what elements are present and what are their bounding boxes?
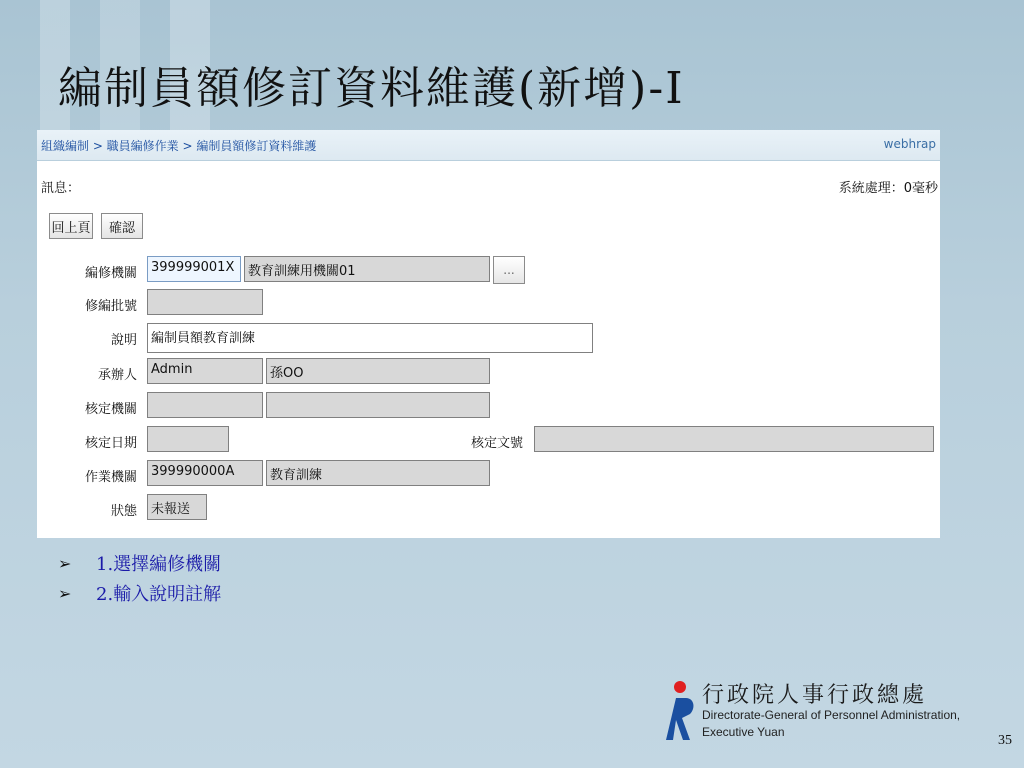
edit-batch-no-label: 修編批號 xyxy=(84,299,137,314)
confirm-button[interactable]: 確認 xyxy=(101,213,143,239)
handler-name-field: 孫OO xyxy=(266,358,490,384)
editing-org-code-field[interactable]: 399999001X xyxy=(147,256,241,282)
slide-title: 編制員額修訂資料維護(新增)-I xyxy=(58,63,685,114)
note-item xyxy=(58,578,221,608)
user-name: webhrap xyxy=(883,137,936,151)
note-text: 1.選擇編修機關 xyxy=(96,554,222,575)
page-number: 35 xyxy=(998,733,1012,748)
logo-chinese-name: 行政院人事行政總處 xyxy=(702,683,928,708)
instruction-notes xyxy=(58,548,221,608)
editing-org-name-field: 教育訓練用機關01 xyxy=(244,256,490,282)
arrow-bullet-icon: ➢ xyxy=(58,583,72,603)
message-label: 訊息： xyxy=(41,181,81,196)
approval-doc-no-field xyxy=(534,426,934,452)
operating-org-code-field: 399990000A xyxy=(147,460,263,486)
approving-org-name-field xyxy=(266,392,490,418)
handler-label: 承辦人 xyxy=(97,368,137,383)
approval-date-label: 核定日期 xyxy=(84,436,137,451)
handler-account-field: Admin xyxy=(147,358,263,384)
logo-english-name-line2: Executive Yuan xyxy=(702,725,785,739)
operating-org-label: 作業機關 xyxy=(84,470,137,485)
status-label: 狀態 xyxy=(110,504,137,519)
back-button[interactable]: 回上頁 xyxy=(49,213,93,239)
edit-batch-no-field xyxy=(147,289,263,315)
note-item xyxy=(58,548,221,578)
note-text: 2.輸入說明註解 xyxy=(96,584,222,605)
organization-logo xyxy=(660,678,1020,748)
editing-org-label: 編修機關 xyxy=(84,266,137,281)
approving-org-label: 核定機關 xyxy=(84,402,137,417)
breadcrumb-bar xyxy=(37,130,940,161)
org-picker-button[interactable]: ... xyxy=(493,256,525,284)
processing-time-label: 系統處理：0毫秒 xyxy=(838,181,938,196)
approval-date-field xyxy=(147,426,229,452)
breadcrumb[interactable]: 組織編制 > 職員編修作業 > 編制員額修訂資料維護 xyxy=(41,139,317,153)
logo-english-name-line1: Directorate-General of Personnel Administration, xyxy=(702,708,961,722)
app-screenshot-panel xyxy=(37,130,940,538)
approval-doc-no-label: 核定文號 xyxy=(470,436,523,451)
status-field: 未報送 xyxy=(147,494,207,520)
dgpa-logo-icon xyxy=(660,678,696,742)
description-input[interactable]: 編制員額教育訓練 xyxy=(147,323,593,353)
arrow-bullet-icon: ➢ xyxy=(58,553,72,573)
operating-org-name-field: 教育訓練 xyxy=(266,460,490,486)
description-label: 說明 xyxy=(110,333,137,348)
approving-org-code-field xyxy=(147,392,263,418)
